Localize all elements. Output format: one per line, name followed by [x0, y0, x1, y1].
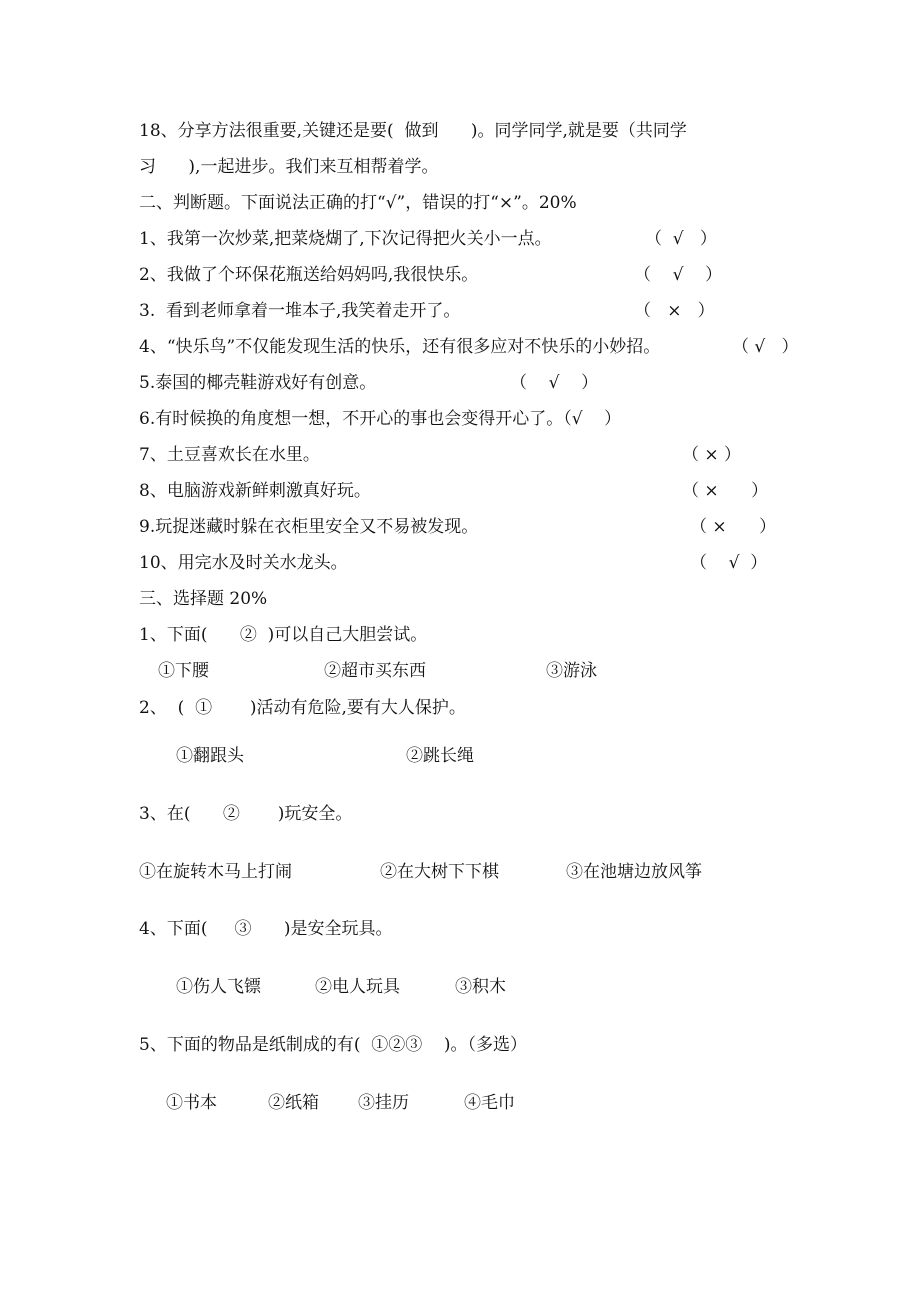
choice-option: ②纸箱: [268, 1093, 319, 1113]
judgement-item: 5.泰国的椰壳鞋游戏好有创意。: [139, 373, 377, 393]
section-2-title: 二、判断题。下面说法正确的打“√”，错误的打“×”。20%: [139, 193, 577, 213]
choice-option: ①伤人飞镖: [176, 977, 261, 997]
judgement-item: 4、“快乐鸟”不仅能发现生活的快乐，还有很多应对不快乐的小妙招。: [139, 337, 661, 357]
judgement-answer: （ √ ）: [645, 229, 717, 249]
choice-option: ③积木: [455, 977, 506, 997]
q18-line-2: 习 ),一起进步。我们来互相帮着学。: [139, 157, 439, 177]
judgement-answer: （ √ ）: [510, 373, 599, 393]
choice-question-5: 5、下面的物品是纸制成的有( ①②③ )。（多选）: [139, 1035, 528, 1055]
judgement-item: 9.玩捉迷藏时躲在衣柜里安全又不易被发现。: [139, 517, 479, 537]
judgement-item: 6.有时候换的角度想一想，不开心的事也会变得开心了。（√ ）: [139, 409, 622, 429]
q18-line-1: 18、分享方法很重要,关键还是要( 做到 )。同学同学,就是要（共同学: [139, 121, 687, 141]
judgement-answer: （ × ）: [634, 301, 715, 321]
choice-option: ②跳长绳: [406, 746, 474, 766]
judgement-answer: （ × ）: [690, 517, 777, 537]
choice-question-4: 4、下面( ③ )是安全玩具。: [139, 919, 393, 939]
choice-option: ②超市买东西: [324, 661, 426, 681]
choice-option: ①下腰: [158, 661, 209, 681]
choice-question-3: 3、在( ② )玩安全。: [139, 804, 353, 824]
choice-option: ③挂历: [358, 1093, 409, 1113]
judgement-item: 1、我第一次炒菜,把菜烧煳了,下次记得把火关小一点。: [139, 229, 552, 249]
judgement-item: 8、电脑游戏新鲜刺激真好玩。: [139, 481, 371, 501]
judgement-item: 3. 看到老师拿着一堆本子,我笑着走开了。: [139, 301, 461, 321]
choice-option: ②在大树下下棋: [380, 862, 499, 882]
judgement-answer: （ √ ）: [634, 265, 723, 285]
judgement-answer: （ × ）: [682, 481, 769, 501]
judgement-answer: （ √ ）: [732, 337, 799, 357]
choice-question-1: 1、下面( ② )可以自己大胆尝试。: [139, 625, 428, 645]
choice-option: ③游泳: [546, 661, 597, 681]
judgement-item: 10、用完水及时关水龙头。: [139, 553, 348, 573]
choice-option: ③在池塘边放风筝: [566, 862, 702, 882]
judgement-item: 7、土豆喜欢长在水里。: [139, 445, 320, 465]
choice-option: ①在旋转木马上打闹: [139, 862, 292, 882]
section-3-title: 三、选择题 20%: [139, 589, 268, 609]
choice-option: ①书本: [166, 1093, 217, 1113]
choice-option: ②电人玩具: [315, 977, 400, 997]
judgement-answer: （ √ ）: [690, 553, 768, 573]
judgement-item: 2、我做了个环保花瓶送给妈妈吗,我很快乐。: [139, 265, 479, 285]
judgement-answer: （ × ）: [682, 445, 742, 465]
choice-question-2: 2、 ( ① )活动有危险,要有大人保护。: [139, 698, 466, 718]
choice-option: ①翻跟头: [176, 746, 244, 766]
choice-option: ④毛巾: [464, 1093, 515, 1113]
